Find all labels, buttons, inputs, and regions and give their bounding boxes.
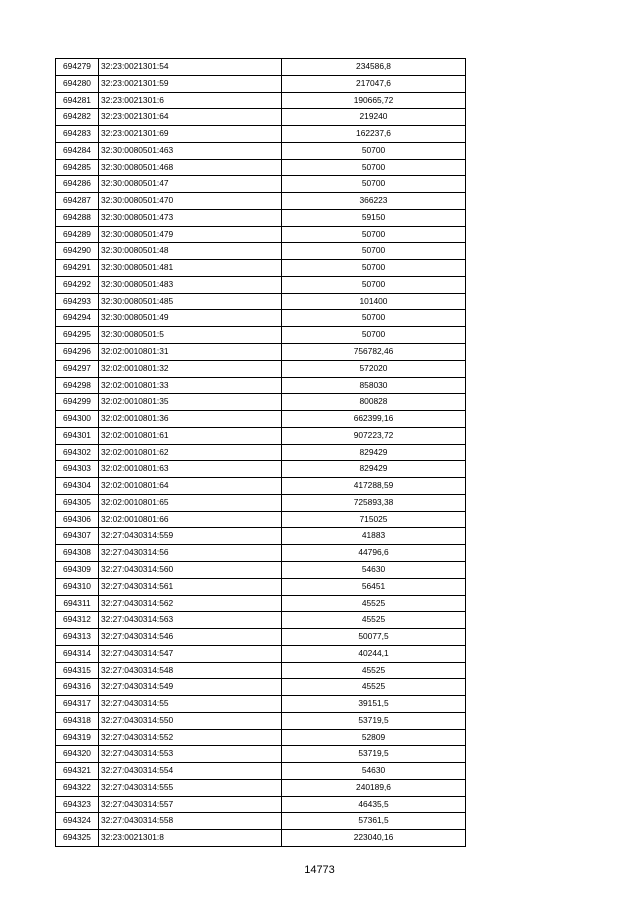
- row-id-cell: 694284: [56, 142, 99, 159]
- value-cell: 57361,5: [282, 813, 466, 830]
- table-row: [56, 645, 466, 662]
- value-cell: 40244,1: [282, 645, 466, 662]
- row-id-cell: 694293: [56, 293, 99, 310]
- cadastral-number-cell: 32:30:0080501:473: [99, 209, 282, 226]
- cadastral-number-cell: 32:30:0080501:463: [99, 142, 282, 159]
- cadastral-number-cell: 32:30:0080501:483: [99, 276, 282, 293]
- table-row: [56, 260, 466, 277]
- cadastral-number-cell: 32:23:0021301:59: [99, 75, 282, 92]
- row-id-cell: 694311: [56, 595, 99, 612]
- row-id-cell: 694324: [56, 813, 99, 830]
- row-id-cell: 694317: [56, 696, 99, 713]
- cadastral-number-cell: 32:30:0080501:481: [99, 260, 282, 277]
- row-id-cell: 694288: [56, 209, 99, 226]
- row-id-cell: 694279: [56, 59, 99, 76]
- table-row: [56, 92, 466, 109]
- cadastral-number-cell: 32:30:0080501:48: [99, 243, 282, 260]
- value-cell: 715025: [282, 511, 466, 528]
- row-id-cell: 694283: [56, 126, 99, 143]
- row-id-cell: 694297: [56, 360, 99, 377]
- cadastral-number-cell: 32:23:0021301:69: [99, 126, 282, 143]
- table-row: [56, 159, 466, 176]
- row-id-cell: 694296: [56, 344, 99, 361]
- table-row: [56, 545, 466, 562]
- cadastral-number-cell: 32:27:0430314:547: [99, 645, 282, 662]
- table-row: [56, 427, 466, 444]
- row-id-cell: 694294: [56, 310, 99, 327]
- row-id-cell: 694303: [56, 461, 99, 478]
- cadastral-number-cell: 32:02:0010801:35: [99, 394, 282, 411]
- value-cell: 800828: [282, 394, 466, 411]
- cadastral-number-cell: 32:27:0430314:550: [99, 712, 282, 729]
- row-id-cell: 694281: [56, 92, 99, 109]
- cadastral-number-cell: 32:27:0430314:549: [99, 679, 282, 696]
- cadastral-number-cell: 32:02:0010801:36: [99, 411, 282, 428]
- value-cell: 45525: [282, 595, 466, 612]
- table-row: [56, 344, 466, 361]
- cadastral-number-cell: 32:30:0080501:5: [99, 327, 282, 344]
- cadastral-number-cell: 32:23:0021301:6: [99, 92, 282, 109]
- cadastral-number-cell: 32:27:0430314:554: [99, 763, 282, 780]
- table-row: [56, 243, 466, 260]
- value-cell: 756782,46: [282, 344, 466, 361]
- row-id-cell: 694325: [56, 830, 99, 847]
- table-row: [56, 394, 466, 411]
- table-row: [56, 612, 466, 629]
- cadastral-value-table: [55, 58, 466, 847]
- value-cell: 56451: [282, 578, 466, 595]
- value-cell: 53719,5: [282, 746, 466, 763]
- value-cell: 52809: [282, 729, 466, 746]
- row-id-cell: 694289: [56, 226, 99, 243]
- row-id-cell: 694313: [56, 629, 99, 646]
- table-row: [56, 411, 466, 428]
- cadastral-number-cell: 32:02:0010801:31: [99, 344, 282, 361]
- table-row: [56, 109, 466, 126]
- cadastral-number-cell: 32:27:0430314:560: [99, 561, 282, 578]
- cadastral-number-cell: 32:30:0080501:485: [99, 293, 282, 310]
- table-row: [56, 75, 466, 92]
- value-cell: 50700: [282, 159, 466, 176]
- table-row: [56, 360, 466, 377]
- row-id-cell: 694314: [56, 645, 99, 662]
- table-body: [56, 59, 466, 847]
- value-cell: 572020: [282, 360, 466, 377]
- cadastral-number-cell: 32:02:0010801:65: [99, 494, 282, 511]
- cadastral-number-cell: 32:02:0010801:66: [99, 511, 282, 528]
- value-cell: 234586,8: [282, 59, 466, 76]
- table-row: [56, 528, 466, 545]
- cadastral-number-cell: 32:02:0010801:61: [99, 427, 282, 444]
- value-cell: 217047,6: [282, 75, 466, 92]
- value-cell: 858030: [282, 377, 466, 394]
- table-row: [56, 796, 466, 813]
- row-id-cell: 694302: [56, 444, 99, 461]
- value-cell: 829429: [282, 444, 466, 461]
- row-id-cell: 694321: [56, 763, 99, 780]
- value-cell: 190665,72: [282, 92, 466, 109]
- table-row: [56, 511, 466, 528]
- row-id-cell: 694304: [56, 478, 99, 495]
- row-id-cell: 694320: [56, 746, 99, 763]
- row-id-cell: 694319: [56, 729, 99, 746]
- table-row: [56, 494, 466, 511]
- cadastral-number-cell: 32:30:0080501:49: [99, 310, 282, 327]
- row-id-cell: 694306: [56, 511, 99, 528]
- table-row: [56, 142, 466, 159]
- table-row: [56, 327, 466, 344]
- value-cell: 46435,5: [282, 796, 466, 813]
- cadastral-number-cell: 32:27:0430314:561: [99, 578, 282, 595]
- value-cell: 50700: [282, 226, 466, 243]
- table-row: [56, 629, 466, 646]
- value-cell: 366223: [282, 193, 466, 210]
- table-row: [56, 59, 466, 76]
- cadastral-number-cell: 32:23:0021301:64: [99, 109, 282, 126]
- table-row: [56, 746, 466, 763]
- row-id-cell: 694305: [56, 494, 99, 511]
- table-row: [56, 696, 466, 713]
- value-cell: 829429: [282, 461, 466, 478]
- value-cell: 50077,5: [282, 629, 466, 646]
- value-cell: 39151,5: [282, 696, 466, 713]
- row-id-cell: 694301: [56, 427, 99, 444]
- row-id-cell: 694299: [56, 394, 99, 411]
- value-cell: 50700: [282, 276, 466, 293]
- table-row: [56, 126, 466, 143]
- value-cell: 53719,5: [282, 712, 466, 729]
- page-number: 14773: [304, 864, 335, 876]
- value-cell: 50700: [282, 176, 466, 193]
- value-cell: 662399,16: [282, 411, 466, 428]
- row-id-cell: 694318: [56, 712, 99, 729]
- cadastral-number-cell: 32:27:0430314:546: [99, 629, 282, 646]
- value-cell: 101400: [282, 293, 466, 310]
- cadastral-number-cell: 32:02:0010801:64: [99, 478, 282, 495]
- table-row: [56, 578, 466, 595]
- table-row: [56, 461, 466, 478]
- value-cell: 417288,59: [282, 478, 466, 495]
- value-cell: 219240: [282, 109, 466, 126]
- row-id-cell: 694323: [56, 796, 99, 813]
- cadastral-number-cell: 32:30:0080501:470: [99, 193, 282, 210]
- table-row: [56, 830, 466, 847]
- value-cell: 45525: [282, 662, 466, 679]
- value-cell: 725893,38: [282, 494, 466, 511]
- cadastral-number-cell: 32:27:0430314:558: [99, 813, 282, 830]
- value-cell: 41883: [282, 528, 466, 545]
- row-id-cell: 694285: [56, 159, 99, 176]
- cadastral-number-cell: 32:02:0010801:62: [99, 444, 282, 461]
- value-cell: 54630: [282, 561, 466, 578]
- cadastral-number-cell: 32:27:0430314:555: [99, 779, 282, 796]
- table-row: [56, 679, 466, 696]
- row-id-cell: 694286: [56, 176, 99, 193]
- value-cell: 240189,6: [282, 779, 466, 796]
- table-row: [56, 226, 466, 243]
- cadastral-number-cell: 32:27:0430314:559: [99, 528, 282, 545]
- table-row: [56, 209, 466, 226]
- value-cell: 44796,6: [282, 545, 466, 562]
- table-row: [56, 293, 466, 310]
- cadastral-number-cell: 32:27:0430314:553: [99, 746, 282, 763]
- row-id-cell: 694307: [56, 528, 99, 545]
- row-id-cell: 694282: [56, 109, 99, 126]
- cadastral-number-cell: 32:30:0080501:479: [99, 226, 282, 243]
- cadastral-number-cell: 32:27:0430314:548: [99, 662, 282, 679]
- value-cell: 162237,6: [282, 126, 466, 143]
- row-id-cell: 694316: [56, 679, 99, 696]
- row-id-cell: 694322: [56, 779, 99, 796]
- value-cell: 223040,16: [282, 830, 466, 847]
- cadastral-number-cell: 32:02:0010801:63: [99, 461, 282, 478]
- value-cell: 59150: [282, 209, 466, 226]
- row-id-cell: 694280: [56, 75, 99, 92]
- row-id-cell: 694308: [56, 545, 99, 562]
- row-id-cell: 694291: [56, 260, 99, 277]
- row-id-cell: 694310: [56, 578, 99, 595]
- cadastral-number-cell: 32:30:0080501:468: [99, 159, 282, 176]
- table-row: [56, 176, 466, 193]
- row-id-cell: 694290: [56, 243, 99, 260]
- cadastral-number-cell: 32:27:0430314:55: [99, 696, 282, 713]
- value-cell: 50700: [282, 327, 466, 344]
- table-row: [56, 763, 466, 780]
- value-cell: 45525: [282, 612, 466, 629]
- table-row: [56, 276, 466, 293]
- cadastral-number-cell: 32:23:0021301:8: [99, 830, 282, 847]
- table-row: [56, 595, 466, 612]
- table-row: [56, 478, 466, 495]
- row-id-cell: 694312: [56, 612, 99, 629]
- cadastral-number-cell: 32:27:0430314:563: [99, 612, 282, 629]
- table-row: [56, 561, 466, 578]
- row-id-cell: 694292: [56, 276, 99, 293]
- row-id-cell: 694300: [56, 411, 99, 428]
- table-row: [56, 444, 466, 461]
- table-row: [56, 779, 466, 796]
- table-row: [56, 712, 466, 729]
- value-cell: 50700: [282, 243, 466, 260]
- table-row: [56, 310, 466, 327]
- table-row: [56, 377, 466, 394]
- cadastral-number-cell: 32:02:0010801:33: [99, 377, 282, 394]
- table-row: [56, 662, 466, 679]
- cadastral-number-cell: 32:02:0010801:32: [99, 360, 282, 377]
- value-cell: 50700: [282, 310, 466, 327]
- row-id-cell: 694295: [56, 327, 99, 344]
- table-row: [56, 193, 466, 210]
- value-cell: 54630: [282, 763, 466, 780]
- value-cell: 907223,72: [282, 427, 466, 444]
- value-cell: 45525: [282, 679, 466, 696]
- row-id-cell: 694287: [56, 193, 99, 210]
- row-id-cell: 694315: [56, 662, 99, 679]
- cadastral-number-cell: 32:23:0021301:54: [99, 59, 282, 76]
- value-cell: 50700: [282, 260, 466, 277]
- cadastral-number-cell: 32:27:0430314:557: [99, 796, 282, 813]
- cadastral-number-cell: 32:27:0430314:56: [99, 545, 282, 562]
- row-id-cell: 694309: [56, 561, 99, 578]
- cadastral-number-cell: 32:27:0430314:552: [99, 729, 282, 746]
- row-id-cell: 694298: [56, 377, 99, 394]
- cadastral-number-cell: 32:30:0080501:47: [99, 176, 282, 193]
- value-cell: 50700: [282, 142, 466, 159]
- cadastral-number-cell: 32:27:0430314:562: [99, 595, 282, 612]
- table-row: [56, 813, 466, 830]
- table-row: [56, 729, 466, 746]
